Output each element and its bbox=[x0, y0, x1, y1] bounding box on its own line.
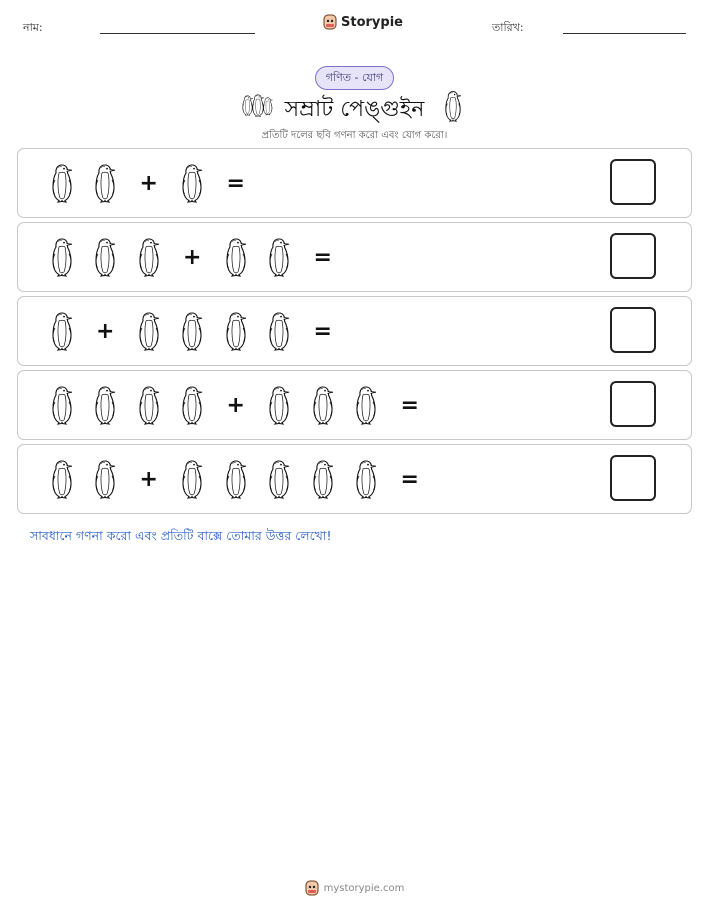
penguin-icon bbox=[40, 445, 84, 513]
equals-sign: = bbox=[400, 466, 419, 492]
equals-sign: = bbox=[313, 318, 332, 344]
answer-box[interactable] bbox=[610, 381, 656, 427]
penguin-icon bbox=[127, 297, 171, 365]
storypie-logo-icon bbox=[323, 14, 337, 30]
penguin-icon bbox=[171, 371, 215, 439]
penguin-icon bbox=[40, 371, 84, 439]
penguin-icon bbox=[301, 371, 345, 439]
problem-row bbox=[17, 444, 692, 514]
page-title: সম্রাট পেঙ্গুইন bbox=[284, 97, 425, 122]
problem-row bbox=[17, 222, 692, 292]
penguin-icon bbox=[214, 297, 258, 365]
penguin-icon bbox=[40, 223, 84, 291]
problem-row bbox=[17, 370, 692, 440]
brand-name: Storypie bbox=[341, 14, 403, 30]
penguin-icon bbox=[345, 445, 389, 513]
equals-sign: = bbox=[400, 392, 419, 418]
equals-sign: = bbox=[226, 170, 245, 196]
page-subtitle: প্রতিটি দলের ছবি গণনা করো এবং যোগ করো। bbox=[261, 130, 448, 141]
brand-logo bbox=[323, 14, 403, 30]
footer-url: mystorypie.com bbox=[323, 882, 405, 894]
penguin-icon bbox=[171, 297, 215, 365]
penguin-icon bbox=[214, 445, 258, 513]
plus-sign: + bbox=[139, 466, 158, 492]
answer-box[interactable] bbox=[610, 159, 656, 205]
problem-row bbox=[17, 296, 692, 366]
penguin-icon bbox=[258, 445, 302, 513]
plus-sign: + bbox=[96, 318, 115, 344]
penguin-icon bbox=[127, 371, 171, 439]
penguin-icon bbox=[171, 149, 215, 217]
answer-box[interactable] bbox=[610, 307, 656, 353]
penguin-icon bbox=[345, 371, 389, 439]
footer bbox=[0, 880, 709, 896]
penguin-icon bbox=[258, 297, 302, 365]
answer-box[interactable] bbox=[610, 455, 656, 501]
penguin-icon bbox=[127, 223, 171, 291]
date-label: তারিখ: bbox=[492, 21, 524, 34]
penguin-icon bbox=[84, 223, 128, 291]
answer-box[interactable] bbox=[610, 233, 656, 279]
penguin-icon bbox=[84, 149, 128, 217]
plus-sign: + bbox=[183, 244, 202, 270]
storypie-logo-icon bbox=[305, 880, 319, 896]
problem-row bbox=[17, 148, 692, 218]
penguin-icon bbox=[40, 149, 84, 217]
penguin-icon bbox=[171, 445, 215, 513]
instruction-text: সাবধানে গণনা করো এবং প্রতিটি বাক্সে তোমার উত্তর লেখো! bbox=[30, 528, 332, 543]
plus-sign: + bbox=[226, 392, 245, 418]
penguin-icon bbox=[258, 223, 302, 291]
penguin-icon bbox=[301, 445, 345, 513]
penguin-icon bbox=[84, 371, 128, 439]
penguin-icon bbox=[214, 223, 258, 291]
topic-pill: গণিত - যোগ bbox=[315, 66, 394, 90]
plus-sign: + bbox=[139, 170, 158, 196]
penguin-icon bbox=[40, 297, 84, 365]
equals-sign: = bbox=[313, 244, 332, 270]
name-line[interactable] bbox=[100, 33, 255, 34]
date-line[interactable] bbox=[563, 33, 686, 34]
name-label: নাম: bbox=[23, 21, 43, 34]
penguin-icon bbox=[258, 371, 302, 439]
penguin-icon bbox=[84, 445, 128, 513]
